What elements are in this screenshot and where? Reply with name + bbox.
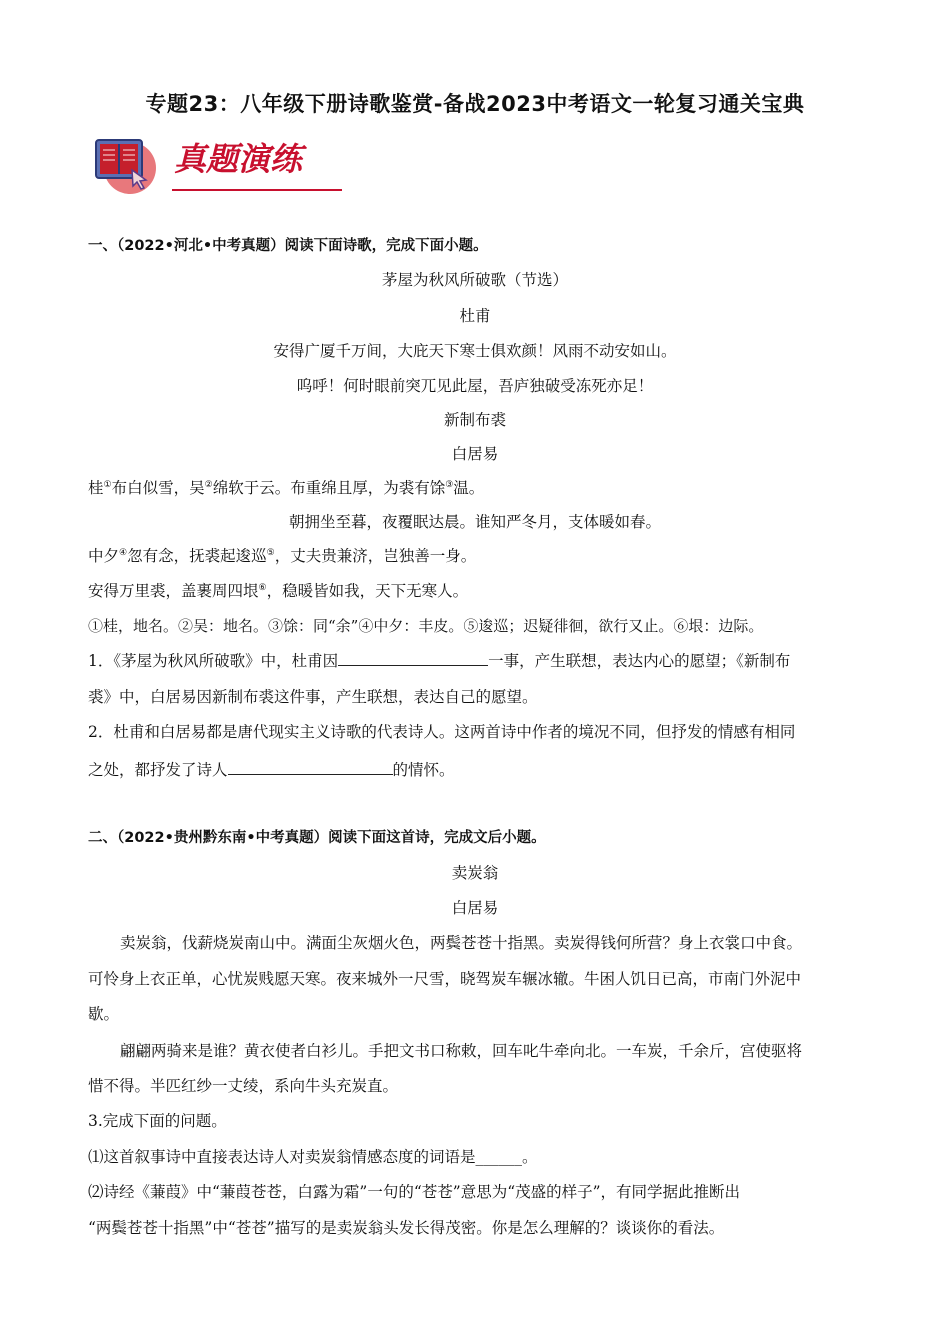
footnote-marker: ④ (119, 547, 128, 558)
footnote-marker: ② (204, 479, 213, 490)
poem-text: ，丈夫贵兼济，岂独善一身。 (274, 547, 477, 565)
poem3-author: 白居易 (451, 899, 499, 917)
poem2-author: 白居易 (451, 445, 499, 463)
poem3-paragraph-line: 翩翩两骑来是谁？黄衣使者白衫儿。手把文书口称敕，回车叱牛牵向北。一车炭，千余斤，宫使驱将 (120, 1042, 803, 1060)
poem2-title: 新制布裘 (443, 411, 506, 429)
poem-text: 温。 (453, 479, 485, 497)
footnote-marker: ⑥ (258, 582, 267, 593)
question-3: 3.完成下面的问题。 (88, 1112, 227, 1130)
banner-graphic (88, 130, 348, 196)
question-3-2-cont: “两鬓苍苍十指黑”中“苍苍”描写的是卖炭翁头发长得茂密。你是怎么理解的？谈谈你的看法。 (88, 1219, 725, 1237)
question-2: 2．杜甫和白居易都是唐代现实主义诗歌的代表诗人。这两首诗中作者的境况不同，但抒发的情感有相同 (88, 723, 796, 741)
poem3-paragraph-line: 卖炭翁，伐薪烧炭南山中。满面尘灰烟火色，两鬓苍苍十指黑。卖炭得钱何所营？身上衣裳口中食。 (120, 934, 803, 952)
answer-blank[interactable] (228, 760, 393, 775)
footnote-marker: ③ (445, 479, 454, 490)
document-title: 专题23：八年级下册诗歌鉴赏-备战2023中考语文一轮复习通关宝典 (145, 92, 805, 116)
poem1-author: 杜甫 (459, 307, 491, 325)
poem1-line: 呜呼！何时眼前突兀见此屋，吾庐独破受冻死亦足！ (296, 377, 654, 395)
poem3-paragraph-line: 歇。 (88, 1005, 120, 1023)
poem-text: 中夕 (88, 547, 120, 565)
question-2-cont (88, 759, 455, 781)
poem2-line (88, 477, 484, 499)
poem2-line (88, 545, 476, 567)
poem-text: 忽有念，抚裘起逡巡 (127, 547, 267, 565)
question-1 (88, 650, 790, 672)
poem-text: 桂 (88, 479, 104, 497)
question-text: 之处，都抒发了诗人 (88, 761, 228, 779)
footnote-marker: ① (103, 479, 112, 490)
footnotes: ①桂，地名。②吴：地名。③馀：同“余”④中夕：丰皮。⑤逡巡；迟疑徘徊，欲行又止。⑥垠：边际。 (88, 617, 764, 635)
poem1-line: 安得广厦千万间，大庇天下寒士俱欢颜！风雨不动安如山。 (273, 342, 677, 360)
poem-text: 布白似雪，吴 (111, 479, 205, 497)
poem-text: ，稳暖皆如我，天下无寒人。 (266, 582, 469, 600)
poem2-line (88, 580, 468, 602)
answer-blank[interactable] (338, 651, 488, 666)
poem3-paragraph-line: 惜不得。半匹红纱一丈绫，系向牛头充炭直。 (88, 1077, 399, 1095)
poem1-title: 茅屋为秋风所破歌（节选） (381, 271, 568, 289)
question-text: 1．《茅屋为秋风所破歌》中，杜甫因 (88, 652, 339, 670)
banner-text: 真题演练 (174, 140, 303, 178)
question-1-cont: 裘》中，白居易因新制布裘这件事，产生联想，表达自己的愿望。 (88, 688, 538, 706)
question-3-1: ⑴这首叙事诗中直接表达诗人对卖炭翁情感态度的词语是______。 (88, 1148, 538, 1166)
poem3-paragraph-line: 可怜身上衣正单，心忧炭贱愿天寒。夜来城外一尺雪，晓驾炭车辗冰辙。牛困人饥日已高，市南门外泥中 (88, 970, 802, 988)
question-3-2: ⑵诗经《蒹葭》中“蒹葭苍苍，白露为霜”一句的“苍苍”意思为“茂盛的样子”，有同学据此推断出 (88, 1183, 741, 1201)
section2-header: 二、（2022•贵州黔东南•中考真题）阅读下面这首诗，完成文后小题。 (88, 830, 546, 846)
poem2-line: 朝拥坐至暮，夜覆眠达晨。谁知严冬月，支体暖如春。 (288, 513, 661, 531)
poem-text: 绵软于云。布重绵且厚，为裘有馀 (212, 479, 446, 497)
banner (88, 130, 348, 196)
footnote-marker: ⑤ (266, 547, 275, 558)
poem3-title: 卖炭翁 (451, 864, 499, 882)
question-text: 一事，产生联想，表达内心的愿望；《新制布 (488, 652, 791, 670)
section1-header: 一、（2022•河北•中考真题）阅读下面诗歌，完成下面小题。 (88, 238, 488, 254)
question-text: 的情怀。 (392, 761, 455, 779)
poem-text: 安得万里裘，盖裹周四垠 (88, 582, 259, 600)
